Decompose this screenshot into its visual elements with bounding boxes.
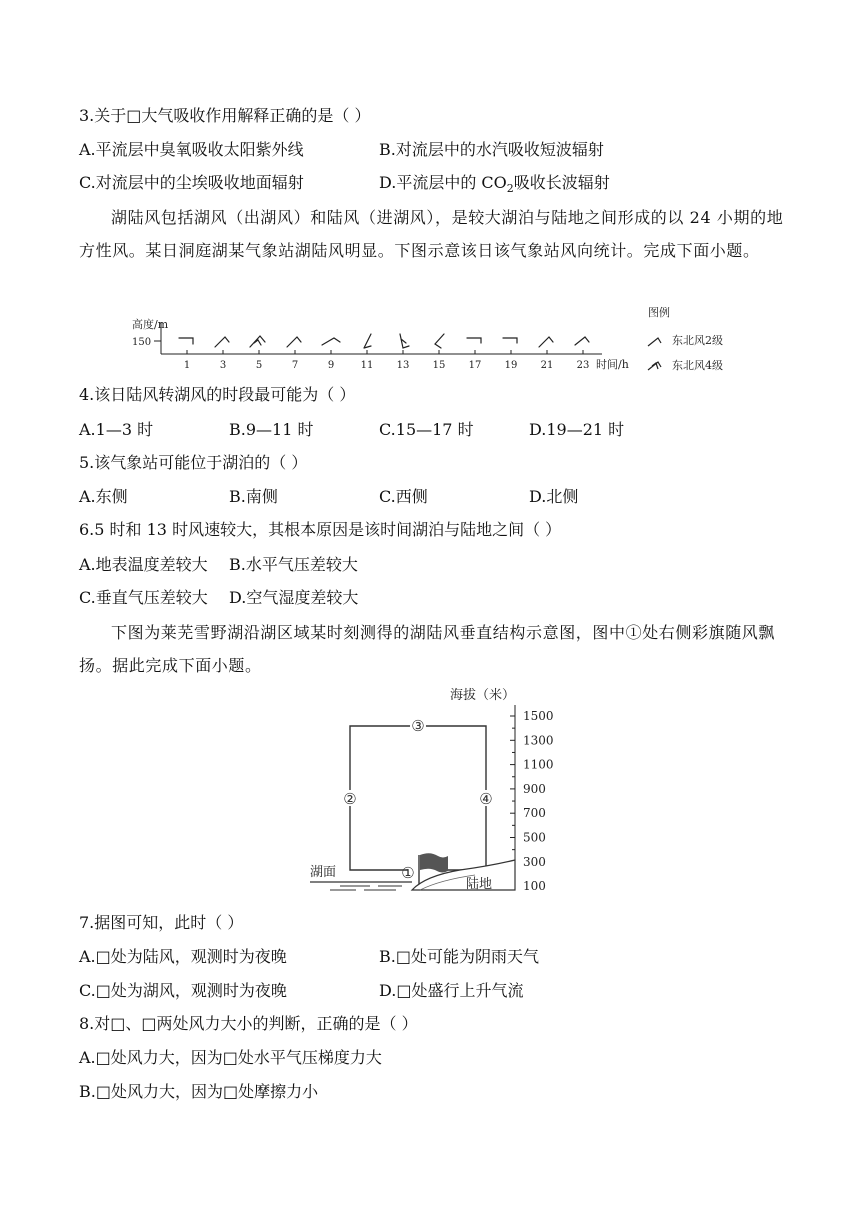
q4-option-a: A.1—3 时: [79, 420, 154, 439]
q7-option-c: C.□处为湖风，观测时为夜晚: [79, 981, 287, 1000]
q4-option-c: C.15—17 时: [379, 420, 474, 439]
q5-option-c: C.西侧: [379, 487, 428, 506]
wind-barb-icon: [287, 337, 301, 347]
legend-barb-4-icon: [648, 362, 661, 370]
q6-option-c: C.垂直气压差较大: [79, 588, 208, 607]
wind-chart-ylabel: 高度/m: [132, 318, 169, 331]
q8-option-b: B.□处风力大，因为□处摩擦力小: [79, 1082, 319, 1101]
intro-paragraph-2: 下图为莱芜雪野湖沿湖区域某时刻测得的湖陆风垂直结构示意图，图中①处右侧彩旗随风飘扬。据此完成下面小题。: [79, 623, 776, 675]
wind-barb-icon: [364, 334, 371, 348]
wind-chart-xtick-label: 21: [540, 360, 554, 371]
altitude-tick-label: 100: [523, 879, 546, 894]
q6-option-d: D.空气湿度差较大: [229, 588, 359, 607]
q5-option-a: A.东侧: [79, 487, 128, 506]
wind-chart-xtick-label: 3: [219, 360, 227, 371]
wind-chart-xtick-label: 1: [183, 360, 191, 371]
q7-stem: 7.据图可知，此时（ ）: [79, 913, 244, 932]
wind-chart-xtick-label: 15: [432, 360, 446, 371]
q7-option-d: D.□处盛行上升气流: [379, 981, 524, 1000]
wind-barb-icon: [503, 338, 517, 343]
wind-barb-icon: [215, 337, 229, 347]
altitude-tick-label: 300: [523, 854, 546, 869]
circle-1-label: ①: [401, 864, 415, 882]
q7-option-b: B.□处可能为阴雨天气: [379, 947, 539, 966]
wind-chart-xlabel: 时间/h: [596, 358, 629, 371]
altitude-tick-label: 900: [523, 781, 546, 796]
lake-surface-label: 湖面: [310, 865, 337, 880]
circle-3-label: ③: [411, 717, 425, 735]
wind-chart-xtick-label: 5: [255, 360, 263, 371]
q5-option-b: B.南侧: [229, 487, 278, 506]
wind-chart-xtick-label: 19: [504, 360, 518, 371]
q3-option-a: A.平流层中臭氧吸收太阳紫外线: [79, 140, 304, 159]
legend-item-2: 东北风4级: [672, 359, 723, 372]
wind-chart-yvalue: 150: [132, 337, 152, 348]
circle-4-label: ④: [479, 790, 493, 808]
q3-option-d: D.平流层中的 $CO_2$吸收长波辐射: [379, 173, 610, 196]
wind-barb-icon: [250, 336, 265, 347]
altitude-tick-label: 500: [523, 830, 546, 845]
q5-stem: 5.该气象站可能位于湖泊的（ ）: [79, 453, 308, 472]
legend-barb-2-icon: [648, 338, 661, 346]
legend-item-1: 东北风2级: [672, 334, 723, 347]
altitude-tick-label: 1100: [523, 757, 554, 772]
q4-option-d: D.19—21 时: [529, 420, 625, 439]
wind-chart-xtick-label: 13: [396, 360, 410, 371]
circulation-loop: [350, 726, 486, 870]
wind-barb-icon: [179, 338, 193, 344]
q8-option-a: A.□处风力大，因为□处水平气压梯度力大: [79, 1048, 382, 1067]
q3-option-b: B.对流层中的水汽吸收短波辐射: [379, 140, 604, 159]
wind-chart-xtick-label: 17: [468, 360, 482, 371]
q4-option-b: B.9—11 时: [229, 420, 314, 439]
wind-barb-icon: [575, 337, 589, 345]
wind-chart-xtick-label: 11: [360, 360, 374, 371]
wind-direction-chart: [120, 300, 740, 380]
q6-stem: 6.5 时和 13 时风速较大，其根本原因是该时间湖泊与陆地之间（ ）: [79, 520, 562, 539]
land-label: 陆地: [466, 877, 493, 892]
q7-option-a: A.□处为陆风，观测时为夜晚: [79, 947, 287, 966]
wind-chart-xtick-label: 23: [576, 360, 590, 371]
wind-chart-xtick-label: 9: [327, 360, 335, 371]
altitude-tick-label: 700: [523, 806, 546, 821]
altitude-tick-label: 1300: [523, 733, 554, 748]
flag-icon: [420, 853, 448, 872]
q3-stem: 3.关于□大气吸收作用解释正确的是（ ）: [79, 106, 371, 125]
wind-chart-xtick-label: 7: [291, 360, 299, 371]
altitude-tick-label: 1500: [523, 709, 554, 723]
wind-barb-icon: [539, 337, 553, 347]
intro-paragraph-1: 湖陆风包括湖风（出湖风）和陆风（进湖风），是较大湖泊与陆地之间形成的以 24 小期的地方性风。某日洞庭湖某气象站湖陆风明显。下图示意该日该气象站风向统计。完成下面小题。: [79, 208, 784, 260]
q6-option-b: B.水平气压差较大: [229, 555, 358, 574]
q3-option-c: C.对流层中的尘埃吸收地面辐射: [79, 173, 304, 192]
circle-2-label: ②: [343, 790, 357, 808]
wind-barb-icon: [435, 334, 444, 348]
legend-title: 图例: [648, 306, 670, 319]
wind-barb-icon: [467, 338, 481, 343]
q5-option-d: D.北侧: [529, 487, 579, 506]
q8-stem: 8.对□、□两处风力大小的判断，正确的是（ ）: [79, 1014, 418, 1033]
q6-option-a: A.地表温度差较大: [79, 555, 208, 574]
q4-stem: 4.该日陆风转湖风的时段最可能为（ ）: [79, 385, 356, 404]
wind-barb-icon: [322, 338, 340, 345]
altitude-axis-title: 海拔（米）: [450, 688, 516, 703]
circulation-diagram: [300, 683, 570, 898]
wind-barb-icon: [400, 334, 409, 348]
